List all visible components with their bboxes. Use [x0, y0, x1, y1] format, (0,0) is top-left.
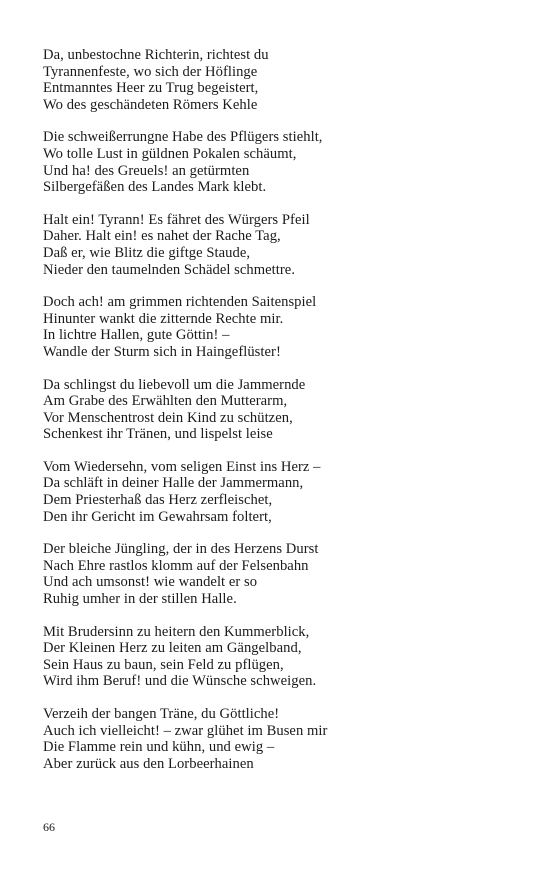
verse-line: Hinunter wankt die zitternde Rechte mir. [43, 310, 284, 327]
verse-line: Nach Ehre rastlos klomm auf der Felsenbahn [43, 557, 309, 574]
poem-text [43, 47, 513, 788]
verse-line: Dem Priesterhaß das Herz zerfleischet, [43, 492, 273, 509]
verse-line: Tyrannenfeste, wo sich der Höflinge [43, 63, 258, 80]
verse-line: Halt ein! Tyrann! Es fähret des Würgers Pfeil [43, 211, 310, 228]
page-number: 66 [43, 820, 55, 834]
stanza-8 [43, 624, 513, 690]
verse-line: Den ihr Gericht im Gewahrsam foltert, [43, 508, 272, 525]
verse-line: Doch ach! am grimmen richtenden Saitenspiel [43, 294, 317, 311]
stanza-5 [43, 377, 513, 443]
stanza-2 [43, 129, 513, 195]
verse-line: Wo tolle Lust in güldnen Pokalen schäumt, [43, 145, 297, 162]
verse-line: Und ha! des Greuels! an getürmten [43, 162, 250, 179]
verse-line: Wandle der Sturm sich in Haingeflüster! [43, 343, 281, 360]
stanza-6 [43, 459, 513, 525]
verse-line: Wird ihm Beruf! und die Wünsche schweigen. [43, 673, 317, 690]
verse-line: Mit Brudersinn zu heitern den Kummerblick, [43, 623, 310, 640]
verse-line: Vor Menschentrost dein Kind zu schützen, [43, 409, 293, 426]
verse-line: Daher. Halt ein! es nahet der Rache Tag, [43, 228, 281, 245]
stanza-9 [43, 706, 513, 772]
verse-line: Die Flamme rein und kühn, und ewig – [43, 739, 275, 756]
verse-line: Daß er, wie Blitz die giftge Staude, [43, 244, 251, 261]
verse-line: Verzeih der bangen Träne, du Göttliche! [43, 706, 280, 722]
verse-line: Vom Wiedersehn, vom seligen Einst ins Herz – [43, 458, 321, 475]
stanza-3 [43, 212, 513, 278]
verse-line: Da schlingst du liebevoll um die Jammernde [43, 376, 306, 393]
verse-line: Nieder den taumelnden Schädel schmettre. [43, 261, 296, 278]
verse-line: Der bleiche Jüngling, der in des Herzens Durst [43, 541, 319, 558]
verse-line: Schenkest ihr Tränen, und lispelst leise [43, 426, 273, 443]
verse-line: Da, unbestochne Richterin, richtest du [43, 47, 269, 63]
stanza-7 [43, 541, 513, 607]
verse-line: Wo des geschändeten Römers Kehle [43, 96, 258, 113]
verse-line: Da schläft in deiner Halle der Jammermann, [43, 475, 304, 492]
stanza-1 [43, 47, 513, 113]
stanza-4 [43, 294, 513, 360]
verse-line: Sein Haus zu baun, sein Feld zu pflügen, [43, 656, 284, 673]
verse-line: Entmanntes Heer zu Trug begeistert, [43, 80, 259, 97]
verse-line: Am Grabe des Erwählten den Mutterarm, [43, 393, 288, 410]
verse-line: Auch ich vielleicht! – zwar glühet im Busen mir [43, 722, 328, 739]
verse-line: Die schweißerrungne Habe des Pflügers stiehlt, [43, 129, 323, 146]
verse-line: Aber zurück aus den Lorbeerhainen [43, 755, 254, 772]
verse-line: Ruhig umher in der stillen Halle. [43, 591, 237, 608]
verse-line: Silbergefäßen des Landes Mark klebt. [43, 179, 267, 196]
verse-line: Der Kleinen Herz zu leiten am Gängelband, [43, 640, 302, 657]
verse-line: In lichtre Hallen, gute Göttin! – [43, 327, 230, 344]
verse-line: Und ach umsonst! wie wandelt er so [43, 574, 258, 591]
